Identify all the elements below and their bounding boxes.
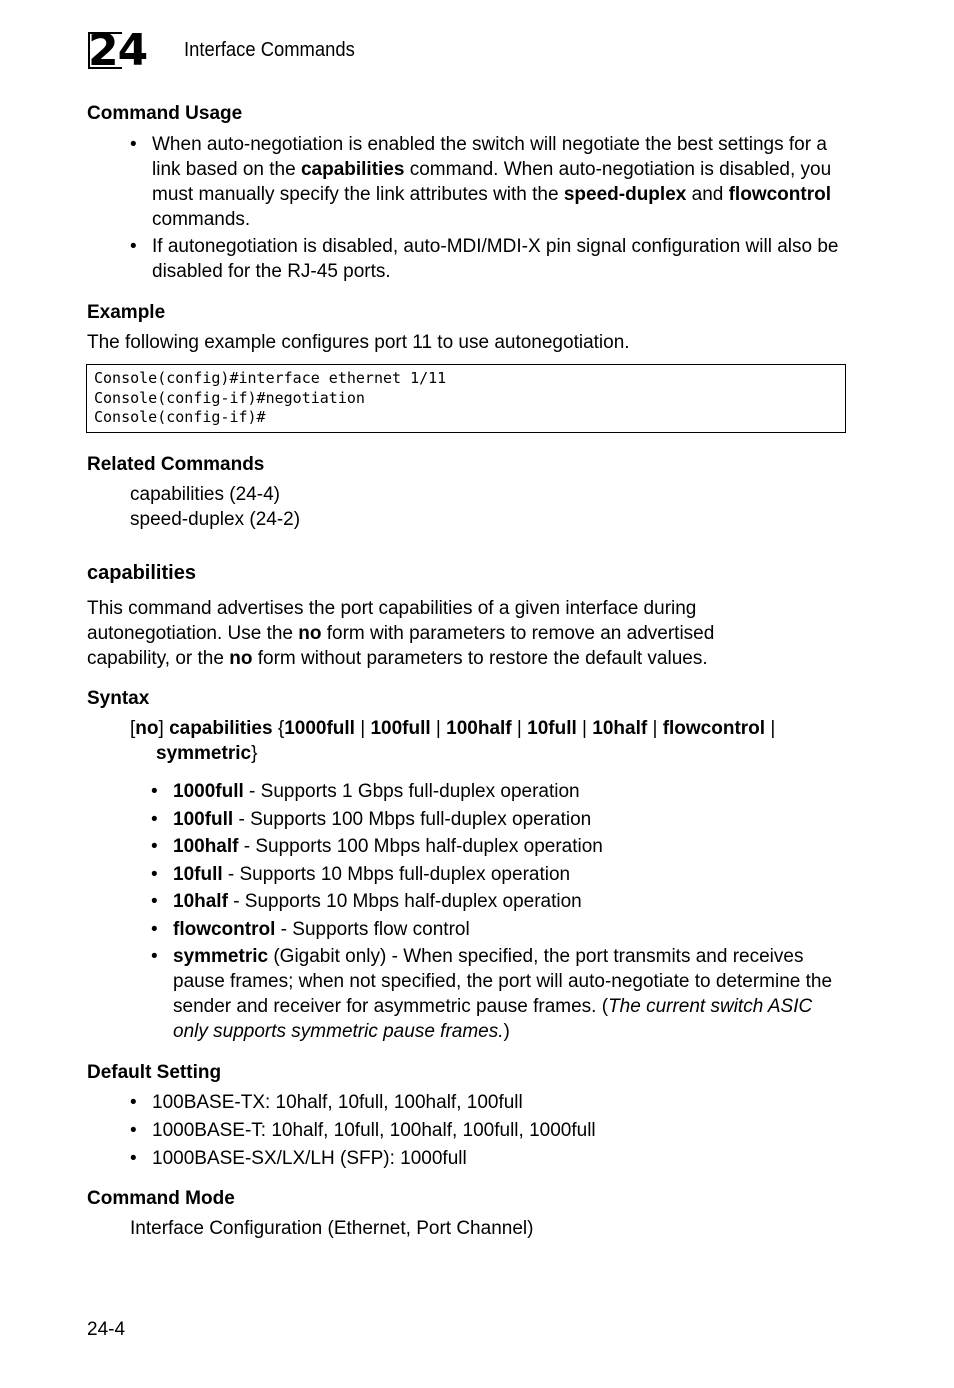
chapter-number: 24 bbox=[88, 25, 148, 76]
code-line: Console(config-if)#negotiation bbox=[94, 388, 365, 407]
section-description: This command advertises the port capabilities of a given interface during autonegotiation. Use the no form with parameters to remove an advertised capability, or the no form without parameters to restore the default values. bbox=[87, 598, 715, 669]
list-item: • symmetric (Gigabit only) - When specified, the port transmits and receives pause frames; when not specified, the port will auto-negotiate to determine the sender and receiver for asymmetric pause frames. (The current switch ASIC only supports symmetric pause frames.) bbox=[173, 944, 848, 1044]
syntax-line-1: [no] capabilities {1000full | 100full | 100half | 10full | 10half | flowcontrol | bbox=[130, 718, 776, 739]
code-line: Console(config-if)# bbox=[94, 408, 266, 426]
section-title: capabilities bbox=[87, 562, 196, 584]
related-command-link[interactable]: speed-duplex (24-2) bbox=[130, 509, 301, 530]
list-item: • flowcontrol - Supports flow control bbox=[173, 917, 848, 942]
list-item: • 100half - Supports 100 Mbps half-duplex operation bbox=[173, 834, 848, 859]
code-block bbox=[86, 364, 846, 433]
related-command-link[interactable]: capabilities (24-4) bbox=[130, 484, 280, 505]
list-item: • 100BASE-TX: 10half, 10full, 100half, 100full bbox=[152, 1090, 852, 1115]
list-item: • 10half - Supports 10 Mbps half-duplex operation bbox=[173, 889, 848, 914]
default-setting-heading: Default Setting bbox=[87, 1062, 222, 1083]
page-number: 24-4 bbox=[87, 1319, 126, 1340]
list-item: • When auto-negotiation is enabled the switch will negotiate the best settings for a link based on the capabilities command. When auto-negotiation is disabled, you must manually specify the link attributes with the speed-duplex and flowcontrol commands. bbox=[152, 132, 852, 232]
example-text: The following example configures port 11 to use autonegotiation. bbox=[87, 332, 630, 353]
list-item: • 1000BASE-T: 10half, 10full, 100half, 100full, 1000full bbox=[152, 1118, 852, 1143]
default-setting-list bbox=[152, 1090, 852, 1171]
code-line: Console(config)#interface ethernet 1/11 bbox=[94, 369, 447, 387]
command-usage-heading: Command Usage bbox=[87, 103, 243, 124]
chapter-title: Interface Commands bbox=[184, 39, 355, 61]
command-mode-text: Interface Configuration (Ethernet, Port Channel) bbox=[130, 1218, 534, 1239]
example-heading: Example bbox=[87, 302, 166, 323]
list-item: • 1000BASE-SX/LX/LH (SFP): 1000full bbox=[152, 1146, 852, 1171]
command-mode-heading: Command Mode bbox=[87, 1188, 235, 1209]
list-item: • 1000full - Supports 1 Gbps full-duplex operation bbox=[173, 779, 848, 804]
syntax-heading: Syntax bbox=[87, 688, 150, 709]
command-usage-list bbox=[152, 132, 852, 284]
syntax-line-2: symmetric} bbox=[156, 743, 258, 764]
parameter-list bbox=[173, 779, 848, 1044]
list-item: • 100full - Supports 100 Mbps full-duplex operation bbox=[173, 807, 848, 832]
related-commands-heading: Related Commands bbox=[87, 454, 265, 475]
list-item: • If autonegotiation is disabled, auto-MDI/MDI-X pin signal configuration will also be disabled for the RJ-45 ports. bbox=[152, 234, 852, 284]
list-item: • 10full - Supports 10 Mbps full-duplex operation bbox=[173, 862, 848, 887]
